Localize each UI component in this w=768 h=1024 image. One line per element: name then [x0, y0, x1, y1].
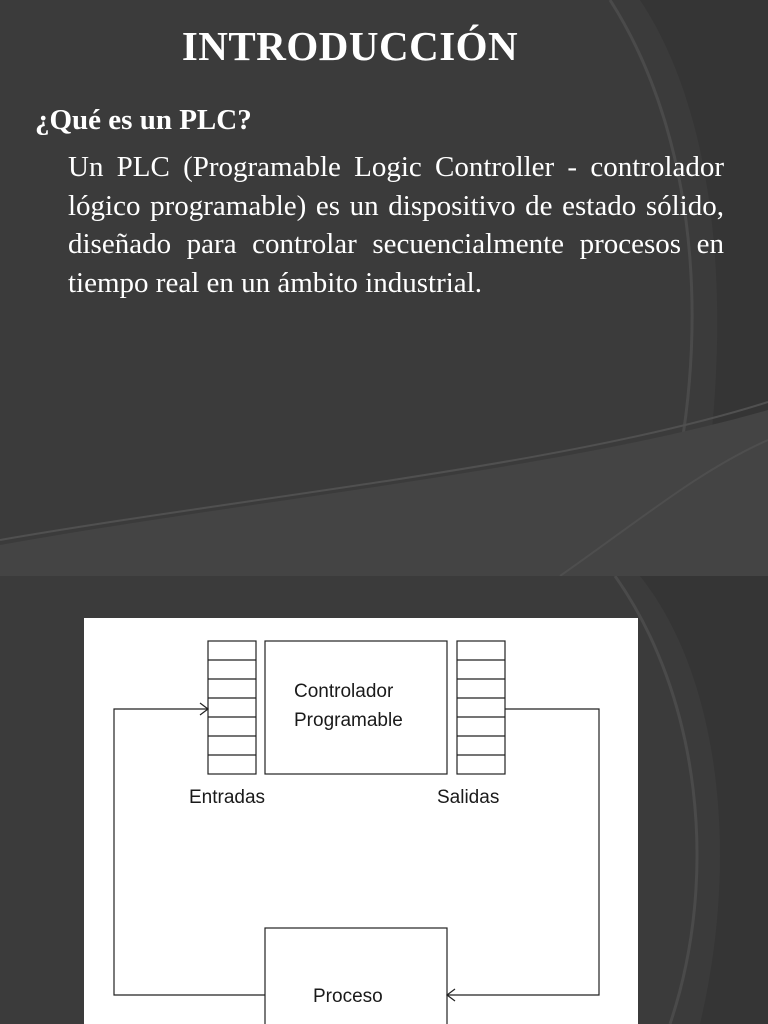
process-label: Proceso: [313, 986, 383, 1007]
slide-diagram: [0, 576, 768, 1024]
output-connection-line: [447, 709, 599, 995]
definition-paragraph: Un PLC (Programable Logic Controller - controlador lógico programable) es un dispositivo de estado sólido, diseñado para controlar secuencialmente procesos en tiempo real en un ámbito industrial.: [68, 151, 724, 299]
controller-label-line1: Controlador: [294, 681, 394, 702]
inputs-register: [208, 641, 256, 774]
controller-box: [265, 641, 447, 774]
controller-label-line2: Programable: [294, 710, 403, 731]
page-title: INTRODUCCIÓN: [181, 23, 519, 69]
outputs-register: [457, 641, 505, 774]
input-connection-line: [114, 709, 265, 995]
outputs-label: Salidas: [437, 787, 500, 808]
process-box: [265, 928, 447, 1024]
question-heading: ¿Qué es un PLC?: [35, 104, 252, 136]
inputs-label: Entradas: [189, 787, 266, 808]
plc-block-diagram: [84, 618, 638, 1024]
